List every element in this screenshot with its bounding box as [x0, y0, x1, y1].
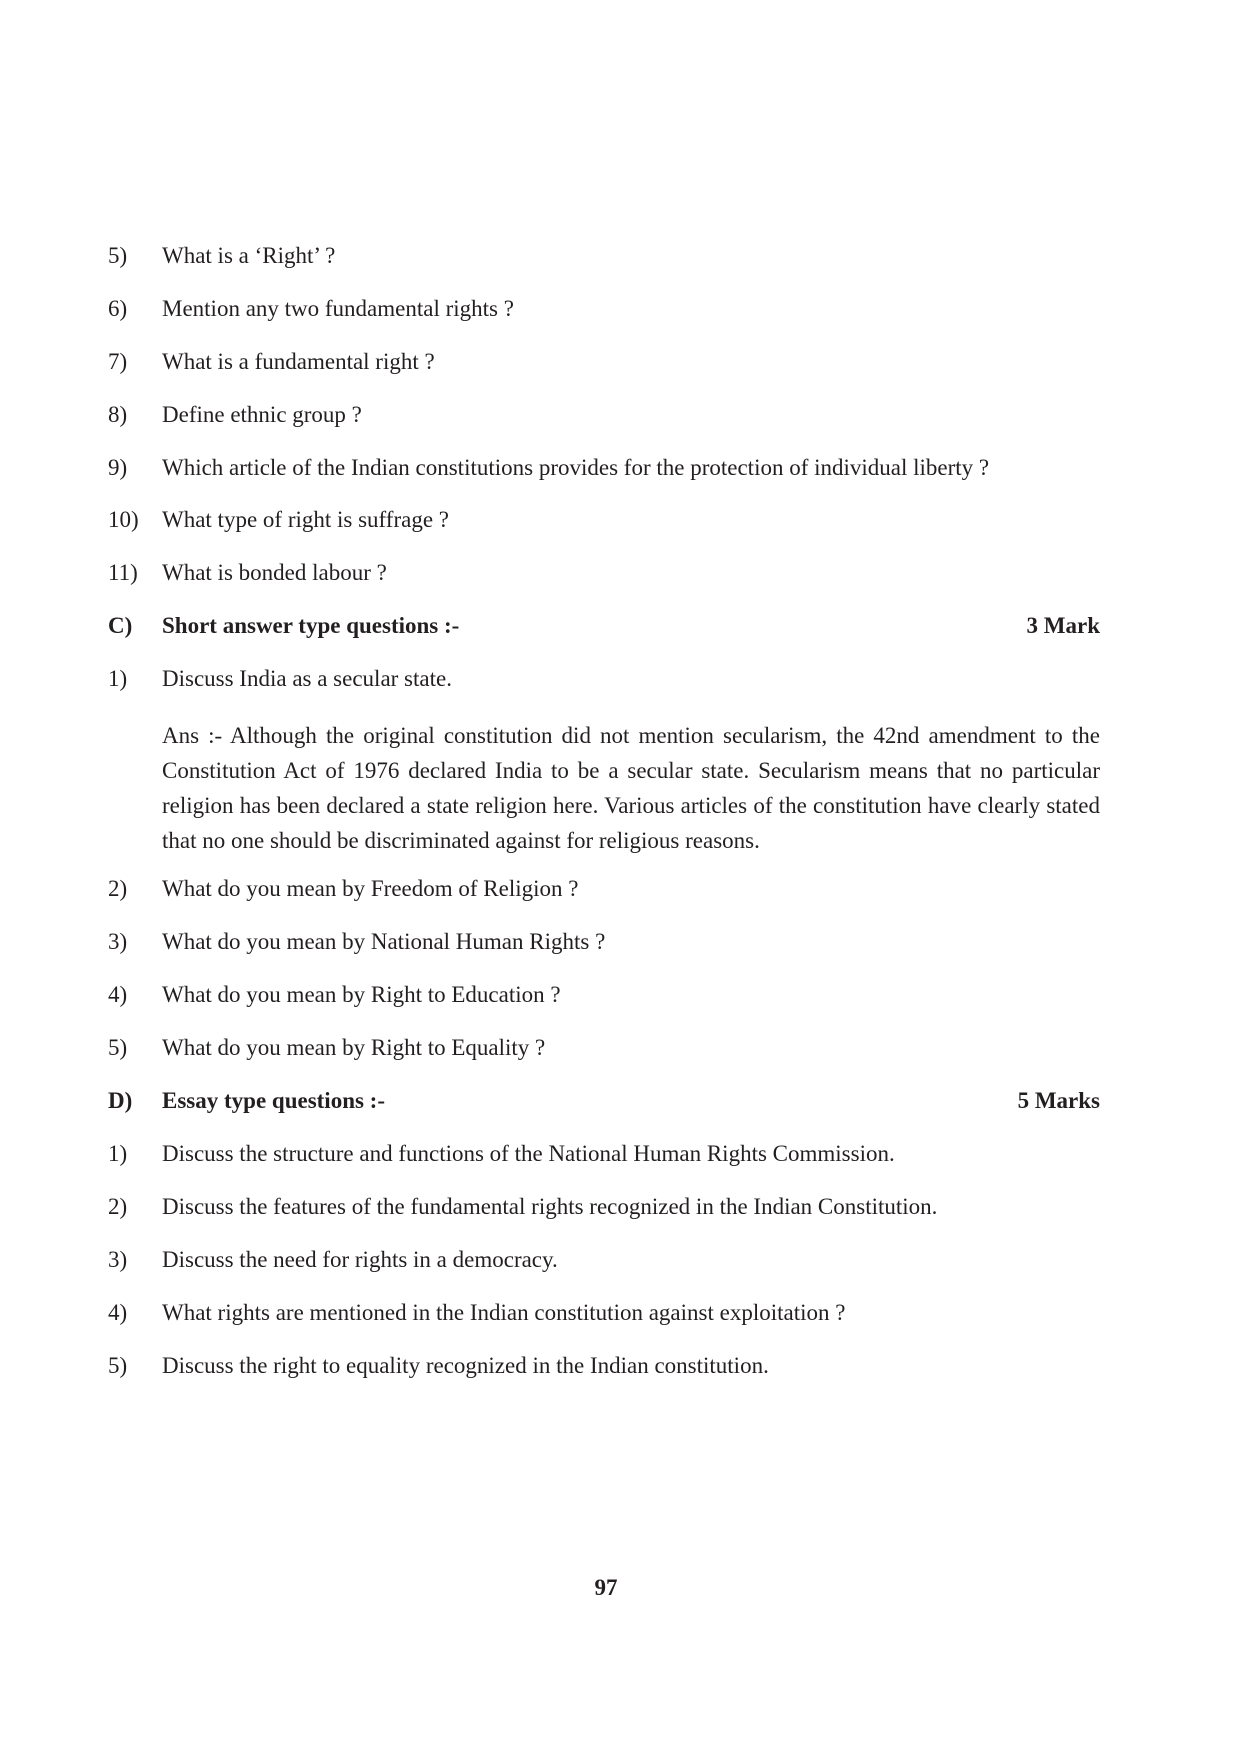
section-letter: C): [108, 613, 133, 638]
question-number: 1): [108, 666, 128, 691]
question-text: Discuss the structure and functions of the National Human Rights Commission.: [162, 1141, 895, 1166]
question-number: 11): [108, 560, 138, 585]
question-text: Which article of the Indian constitutions provides for the protection of individual liberty ?: [162, 455, 990, 480]
question-text: What type of right is suffrage ?: [162, 507, 449, 532]
question-number: 1): [108, 1141, 128, 1166]
section-title: Essay type questions :-: [162, 1088, 386, 1113]
answer-paragraph: Ans :- Although the original constitution did not mention secularism, the 42nd amendment to the Constitution Act of 1976 declared India to be a secular state. Secularism means that no particular religion has been declared a state religion here. Various articles of the constitution have clearly stated that no one should be discriminated against for religious reasons.: [162, 723, 1100, 853]
question-text: What do you mean by Right to Education ?: [162, 982, 561, 1007]
section-letter: D): [108, 1088, 133, 1113]
question-text: Mention any two fundamental rights ?: [162, 296, 514, 321]
question-text: Discuss the right to equality recognized in the Indian constitution.: [162, 1353, 769, 1378]
question-number: 3): [108, 1247, 128, 1272]
question-text: What rights are mentioned in the Indian constitution against exploitation ?: [162, 1300, 846, 1325]
question-number: 9): [108, 455, 128, 480]
question-number: 6): [108, 296, 128, 321]
question-number: 4): [108, 1300, 128, 1325]
question-text: Discuss the need for rights in a democracy.: [162, 1247, 558, 1272]
question-number: 5): [108, 243, 128, 268]
question-text: Discuss the features of the fundamental rights recognized in the Indian Constitution.: [162, 1194, 938, 1219]
section-marks: 5 Marks: [1017, 1088, 1100, 1113]
question-number: 8): [108, 402, 128, 427]
question-number: 5): [108, 1035, 128, 1060]
question-number: 4): [108, 982, 128, 1007]
page-number: 97: [594, 1575, 618, 1600]
question-text: What do you mean by Freedom of Religion ?: [162, 876, 579, 901]
section-title: Short answer type questions :-: [162, 613, 460, 638]
question-number: 10): [108, 507, 139, 532]
section-marks: 3 Mark: [1026, 613, 1100, 638]
question-number: 5): [108, 1353, 128, 1378]
question-number: 2): [108, 876, 128, 901]
question-number: 7): [108, 349, 128, 374]
question-text: Define ethnic group ?: [162, 402, 362, 427]
question-text: What do you mean by Right to Equality ?: [162, 1035, 546, 1060]
question-text: What do you mean by National Human Rights ?: [162, 929, 606, 954]
question-number: 2): [108, 1194, 128, 1219]
question-text: Discuss India as a secular state.: [162, 666, 452, 691]
question-text: What is bonded labour ?: [162, 560, 387, 585]
question-text: What is a ‘Right’ ?: [162, 243, 336, 268]
question-text: What is a fundamental right ?: [162, 349, 435, 374]
question-number: 3): [108, 929, 128, 954]
